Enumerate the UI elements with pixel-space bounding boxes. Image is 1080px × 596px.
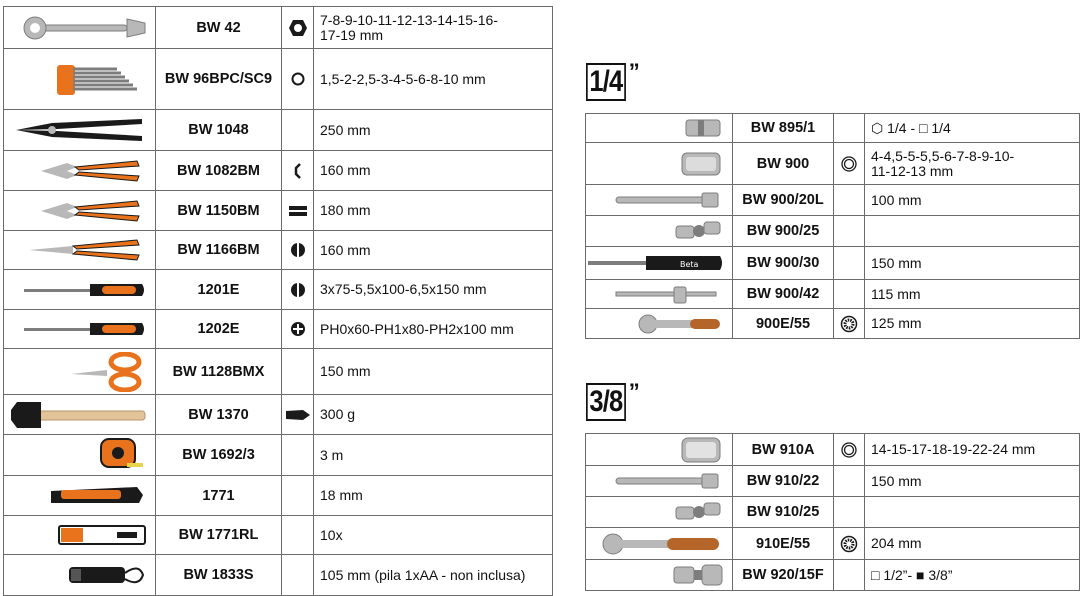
table-row	[586, 185, 1080, 216]
table-row	[586, 143, 1080, 185]
tool-image	[4, 476, 156, 516]
symbol-cell	[834, 185, 865, 216]
table-row	[4, 516, 553, 555]
symbol-cell	[282, 476, 314, 516]
symbol-cell	[834, 560, 865, 591]
product-code: BW 900/42	[733, 280, 834, 309]
size-description: 300 g	[314, 395, 553, 435]
size-description: 10x	[314, 516, 553, 555]
tool-image	[4, 349, 156, 395]
symbol-cell	[282, 435, 314, 476]
product-code: 1201E	[156, 270, 282, 310]
tool-image	[4, 110, 156, 151]
tool-image	[586, 280, 733, 309]
product-code: BW 900/25	[733, 216, 834, 247]
tool-table-3-8	[585, 433, 1080, 591]
double-circle-icon	[834, 434, 865, 466]
slotted-screw-icon	[282, 231, 314, 270]
tool-image	[4, 516, 156, 555]
product-code: BW 1128BMX	[156, 349, 282, 395]
circle-icon	[282, 49, 314, 110]
size-description: 105 mm (pila 1xAA - non inclusa)	[314, 555, 553, 596]
table-row	[4, 555, 553, 596]
table-row	[586, 280, 1080, 309]
product-code: 900E/55	[733, 309, 834, 339]
tool-image	[586, 114, 733, 143]
size-description: 1,5-2-2,5-3-4-5-6-8-10 mm	[314, 49, 553, 110]
table-row	[4, 151, 553, 191]
product-code: BW 910/25	[733, 497, 834, 528]
table-row	[586, 114, 1080, 143]
symbol-cell	[834, 216, 865, 247]
product-code: BW 900/30	[733, 247, 834, 280]
tool-image	[586, 497, 733, 528]
tool-image	[4, 49, 156, 110]
symbol-cell	[282, 555, 314, 596]
tool-image	[586, 560, 733, 591]
product-code: BW 1082BM	[156, 151, 282, 191]
symbol-cell	[834, 247, 865, 280]
hammer-head-icon	[282, 395, 314, 435]
tool-image	[4, 231, 156, 270]
table-row	[4, 310, 553, 349]
tool-image	[4, 270, 156, 310]
product-code: BW 42	[156, 7, 282, 49]
product-code: BW 920/15F	[733, 560, 834, 591]
svg-text:Beta: Beta	[680, 260, 699, 269]
size-description: ⬡ 1/4 - □ 1/4	[865, 114, 1080, 143]
size-description: 160 mm	[314, 231, 553, 270]
size-description: 3 m	[314, 435, 553, 476]
tool-image	[4, 395, 156, 435]
size-description: 125 mm	[865, 309, 1080, 339]
size-description: □ 1/2”- ■ 3/8”	[865, 560, 1080, 591]
symbol-cell	[834, 466, 865, 497]
product-code: 1202E	[156, 310, 282, 349]
tool-image	[586, 434, 733, 466]
ratchet-teeth-icon	[834, 528, 865, 560]
tool-image	[586, 309, 733, 339]
tool-image	[4, 191, 156, 231]
table-row	[586, 497, 1080, 528]
table-row	[4, 395, 553, 435]
product-code: BW 1370	[156, 395, 282, 435]
size-description	[865, 497, 1080, 528]
product-code: BW 1150BM	[156, 191, 282, 231]
size-description: 7-8-9-10-11-12-13-14-15-16- 17-19 mm	[314, 7, 553, 49]
table-row	[4, 49, 553, 110]
product-code: BW 1771RL	[156, 516, 282, 555]
tool-table-main	[3, 6, 553, 596]
size-description: 150 mm	[314, 349, 553, 395]
symbol-cell	[834, 114, 865, 143]
size-description: 3x75-5,5x100-6,5x150 mm	[314, 270, 553, 310]
table-row	[4, 349, 553, 395]
tool-image	[586, 143, 733, 185]
table-row	[4, 435, 553, 476]
symbol-cell	[282, 516, 314, 555]
product-code: 1771	[156, 476, 282, 516]
size-description: 150 mm	[865, 247, 1080, 280]
table-row	[4, 270, 553, 310]
symbol-cell	[834, 497, 865, 528]
section-heading-3-8	[586, 379, 640, 421]
symbol-cell	[834, 280, 865, 309]
table-row	[4, 7, 553, 49]
product-code: BW 910/22	[733, 466, 834, 497]
size-description: 4-4,5-5-5,5-6-7-8-9-10- 11-12-13 mm	[865, 143, 1080, 185]
tool-image	[586, 185, 733, 216]
flat-jaw-icon	[282, 191, 314, 231]
table-row	[586, 466, 1080, 497]
tool-table-1-4	[585, 113, 1080, 339]
ratchet-teeth-icon	[834, 309, 865, 339]
inch-mark: ”	[628, 59, 640, 84]
product-code: BW 900	[733, 143, 834, 185]
slotted-screw-icon	[282, 270, 314, 310]
size-description	[865, 216, 1080, 247]
size-description: 180 mm	[314, 191, 553, 231]
section-label: 3/8	[586, 383, 626, 421]
product-code: BW 1048	[156, 110, 282, 151]
tool-image	[586, 247, 733, 280]
table-row	[4, 191, 553, 231]
product-code: BW 910A	[733, 434, 834, 466]
size-description: 115 mm	[865, 280, 1080, 309]
size-description: 160 mm	[314, 151, 553, 191]
tool-image	[586, 528, 733, 560]
table-row	[4, 476, 553, 516]
product-code: BW 895/1	[733, 114, 834, 143]
section-label: 1/4	[586, 63, 626, 101]
table-row	[586, 247, 1080, 280]
tool-image	[4, 435, 156, 476]
product-code: BW 1166BM	[156, 231, 282, 270]
tool-image	[4, 555, 156, 596]
symbol-cell	[282, 349, 314, 395]
table-row	[586, 560, 1080, 591]
tool-image	[586, 216, 733, 247]
product-code: BW 1692/3	[156, 435, 282, 476]
tool-image	[4, 151, 156, 191]
inch-mark: ”	[628, 379, 640, 404]
product-code: BW 900/20L	[733, 185, 834, 216]
size-description: 18 mm	[314, 476, 553, 516]
section-heading-1-4	[586, 59, 640, 101]
tool-image	[4, 7, 156, 49]
table-row	[586, 309, 1080, 339]
tool-image	[586, 466, 733, 497]
nut-icon	[282, 7, 314, 49]
table-row	[586, 216, 1080, 247]
phillips-screw-icon	[282, 310, 314, 349]
product-code: 910E/55	[733, 528, 834, 560]
table-row	[586, 528, 1080, 560]
table-row	[586, 434, 1080, 466]
cutter-jaw-icon	[282, 151, 314, 191]
double-circle-icon	[834, 143, 865, 185]
tool-image	[4, 310, 156, 349]
size-description: PH0x60-PH1x80-PH2x100 mm	[314, 310, 553, 349]
size-description: 150 mm	[865, 466, 1080, 497]
size-description: 14-15-17-18-19-22-24 mm	[865, 434, 1080, 466]
symbol-cell	[282, 110, 314, 151]
table-row	[4, 110, 553, 151]
table-row	[4, 231, 553, 270]
size-description: 100 mm	[865, 185, 1080, 216]
product-code: BW 96BPC/SC9	[156, 49, 282, 110]
size-description: 250 mm	[314, 110, 553, 151]
size-description: 204 mm	[865, 528, 1080, 560]
product-code: BW 1833S	[156, 555, 282, 596]
